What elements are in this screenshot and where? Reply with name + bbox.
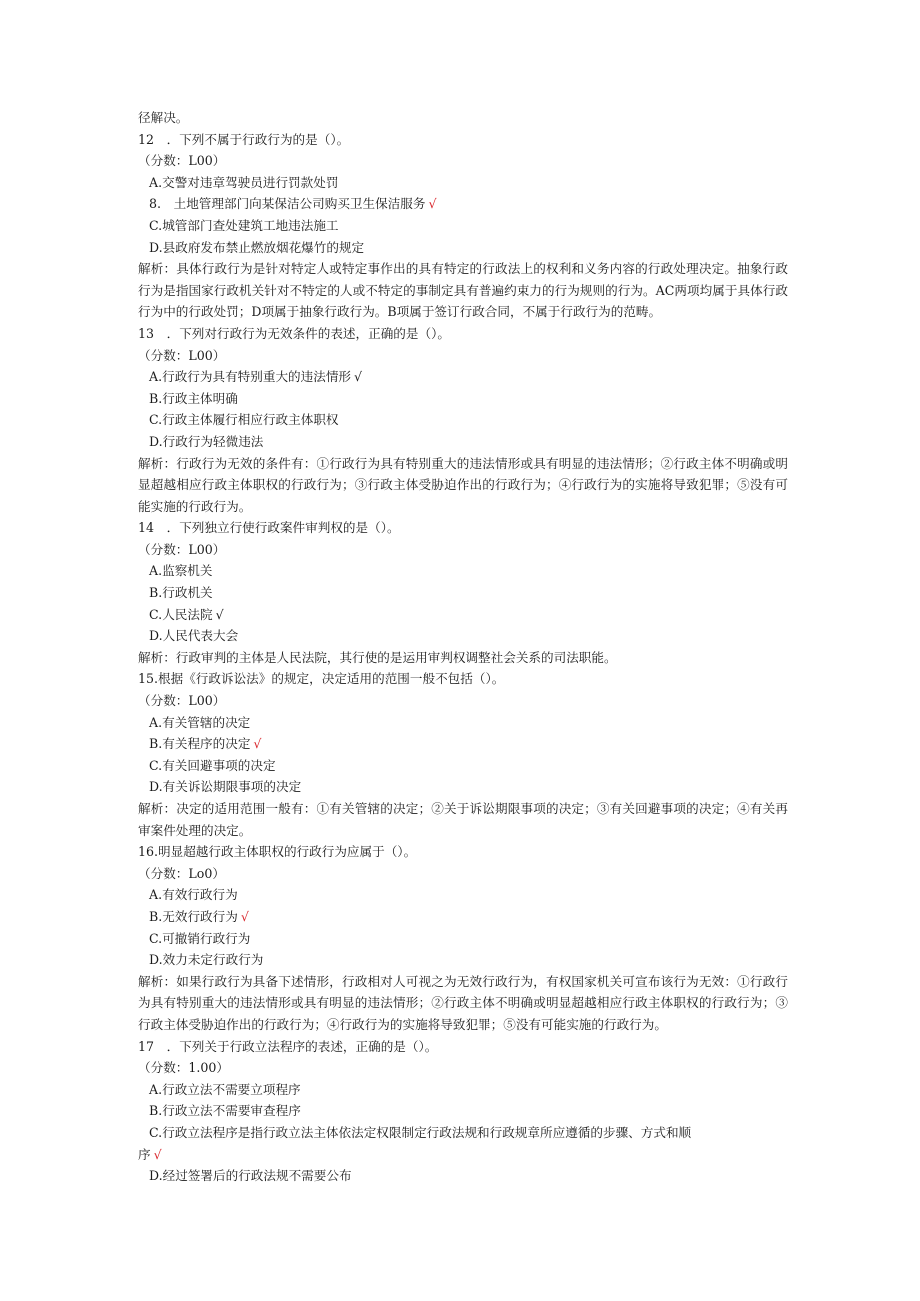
question-score: （分数：L00） — [138, 347, 226, 363]
question-15 — [138, 668, 788, 841]
document-page — [138, 107, 788, 1187]
question-score: （分数：1.00） — [138, 1060, 230, 1076]
analysis-text: 解析：行政行为无效的条件有：①行政行为具有特别重大的违法情形或具有明显的违法情形；②行政主体不明确或明显超越相应行政主体职权的行政行为；③行政主体受胁迫作出的行政行为；④行政行为的实施将导致犯罪；⑤没有可能实施的行政行为。 — [138, 455, 788, 514]
option-c: C.行政立法程序是指行政立法主体依法定权限制定行政法规和行政规章所应遵循的步骤、方式和顺 — [149, 1124, 692, 1140]
option-d: D.人民代表大会 — [149, 628, 239, 644]
check-mark-icon: √ — [240, 908, 249, 924]
question-header: 15.根据《行政诉讼法》的规定，决定适用的范围一般不包括（）。 — [138, 671, 505, 687]
option-c: C.可撤销行政行为 — [149, 930, 251, 946]
question-header: 12 ．下列不属于行政行为的是（）。 — [138, 131, 350, 147]
option-b: B.行政主体明确 — [149, 390, 238, 406]
check-mark-icon: √ — [354, 369, 363, 385]
question-12 — [138, 129, 788, 323]
option-a: A.有效行政行为 — [149, 887, 238, 903]
question-16 — [138, 841, 788, 1035]
option-b: 8. 土地管理部门向某保洁公司购买卫生保洁服务 √ — [149, 196, 437, 212]
option-c: C.城管部门查处建筑工地违法施工 — [149, 217, 339, 233]
option-c-continuation: 序 √ — [138, 1146, 162, 1162]
analysis-text: 解析：如果行政行为具备下述情形，行政相对人可视之为无效行政行为，有权国家机关可宣布该行为无效：①行政行为具有特别重大的违法情形或具有明显的违法情形；②行政主体不明确或明显超越相应行政主体职权的行政行为；③行政主体受胁迫作出的行政行为；④行政行为的实施将导致犯罪；⑤没有可能实施的行政行为。 — [138, 973, 788, 1032]
option-a: A.交警对违章驾驶员进行罚款处罚 — [149, 174, 339, 190]
check-mark-icon: √ — [215, 606, 224, 622]
question-13 — [138, 323, 788, 517]
option-b: B.无效行政行为 √ — [149, 908, 249, 924]
analysis-text: 解析：决定的适用范围一般有：①有关管辖的决定；②关于诉讼期限事项的决定；③有关回避事项的决定；④有关再审案件处理的决定。 — [138, 801, 788, 838]
question-header: 13 ．下列对行政行为无效条件的表述，正确的是（）。 — [138, 325, 450, 341]
analysis-text: 解析：行政审判的主体是人民法院，其行使的是运用审判权调整社会关系的司法职能。 — [138, 649, 617, 665]
question-score: （分数：Lo0） — [138, 865, 225, 881]
option-a: A.行政行为具有特别重大的违法情形 √ — [149, 369, 363, 385]
option-a: A.有关管辖的决定 — [149, 714, 251, 730]
option-a: A.监察机关 — [149, 563, 213, 579]
question-score: （分数：L00） — [138, 693, 226, 709]
option-b: B.有关程序的决定 √ — [149, 736, 262, 752]
analysis-text: 解析：具体行政行为是针对特定人或特定事作出的具有特定的行政法上的权利和义务内容的行政处理决定。抽象行政行为是指国家行政机关针对不特定的人或不特定的事制定具有普遍约束力的行为规则的行为。AC两项均属于具体行政行为中的行政处罚；D项属于抽象行政行为。B项属于签订行政合同，不属于行政行为的范畴。 — [138, 261, 788, 320]
option-d: D.效力未定行政行为 — [149, 952, 264, 968]
option-c: C.人民法院 √ — [149, 606, 224, 622]
option-c: C.有关回避事项的决定 — [149, 757, 276, 773]
option-c: C.行政主体履行相应行政主体职权 — [149, 412, 339, 428]
question-score: （分数：L00） — [138, 153, 226, 169]
question-header: 16.明显超越行政主体职权的行政行为应属于（）。 — [138, 844, 417, 860]
option-d: D.经过签署后的行政法规不需要公布 — [149, 1168, 352, 1184]
check-mark-icon: √ — [153, 1146, 162, 1162]
option-d: D.有关诉讼期限事项的决定 — [149, 779, 302, 795]
question-score: （分数：L00） — [138, 541, 226, 557]
question-17 — [138, 1036, 788, 1187]
question-14 — [138, 517, 788, 668]
option-d: D.县政府发布禁止燃放烟花爆竹的规定 — [149, 239, 365, 255]
check-mark-icon: √ — [428, 196, 437, 212]
intro-text: 径解决。 — [138, 110, 189, 125]
question-header: 17 ．下列关于行政立法程序的表述，正确的是（）。 — [138, 1038, 438, 1054]
option-a: A.行政立法不需要立项程序 — [149, 1081, 301, 1097]
option-b: B.行政立法不需要审查程序 — [149, 1103, 301, 1119]
check-mark-icon: √ — [253, 736, 262, 752]
question-header: 14 ．下列独立行使行政案件审判权的是（）。 — [138, 520, 400, 536]
option-d: D.行政行为轻微违法 — [149, 433, 264, 449]
option-b: B.行政机关 — [149, 585, 213, 601]
